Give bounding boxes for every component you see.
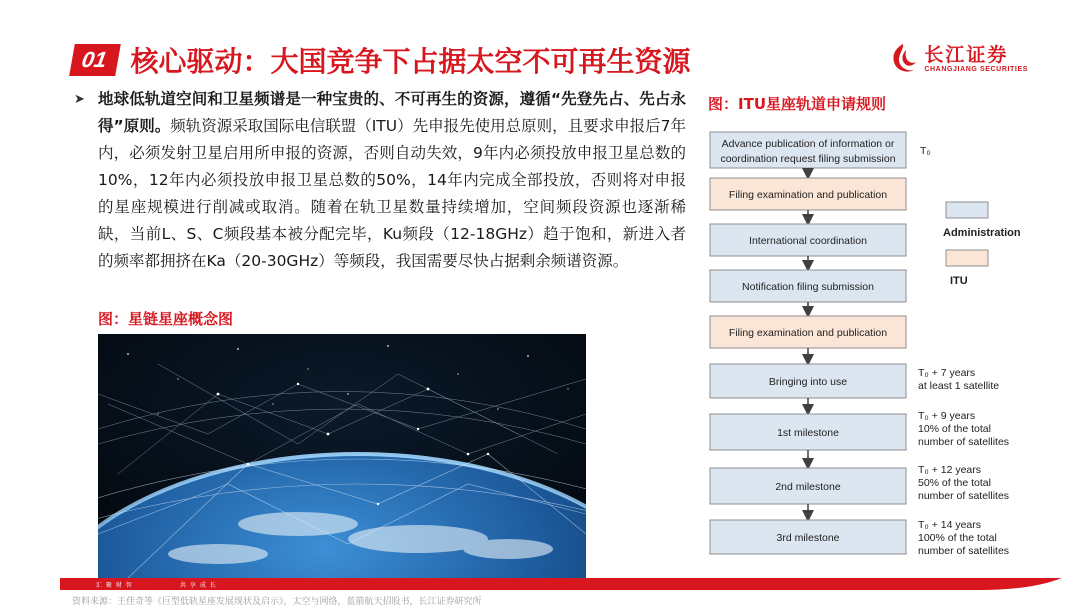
figure-label-itu: 图：ITU星座轨道申请规则 <box>708 95 886 113</box>
note-1st-line3: number of satellites <box>918 436 1010 448</box>
flow-step-filing-examination-1-label: Filing examination and publication <box>728 189 888 201</box>
paragraph-text: 频轨资源采取国际电信联盟（ITU）先申报先使用总原则，且要求申报后7年内，必须发射卫星启用所申报的资源，否则自动失效，9年内必须投放申报卫星总数的10%，12年内必须投放申报卫星总数的50%，14年内完成全部投放，否则将对申报的星座规模进行削减或取消。随着在轨卫星数量持续增加，空间频段资源也逐渐稀缺，当前L、S、C频段基本被分配完毕，Ku频段（12-18GHz）趋于饱和，新进入者的频率都拥挤在Ka（20-30GHz）等频段，我国需要尽快占据剩余频谱资源。 <box>98 117 687 270</box>
note-2nd-line3: number of satellites <box>918 490 1010 502</box>
itu-filing-flowchart <box>700 120 1072 570</box>
logo-name-cn: 长江证券 <box>924 43 1009 66</box>
page-title: 核心驱动：大国竞争下占据太空不可再生资源 <box>130 45 691 78</box>
logo-name-en: CHANGJIANG SECURITIES <box>924 65 1028 73</box>
starlink-constellation-image <box>98 334 586 578</box>
arrow-bullet-icon: ➤ <box>74 92 85 107</box>
flow-step-advance-publication <box>710 132 906 168</box>
note-3rd-line2: 100% of the total <box>918 532 997 544</box>
flow-step-international-coordination <box>710 224 906 256</box>
legend-itu-swatch <box>946 250 988 266</box>
logo-icon <box>888 42 918 76</box>
note-bringing-line1: T₀ + 7 years <box>918 367 976 379</box>
note-1st-line1: T₀ + 9 years <box>918 410 976 422</box>
flow-step-bringing-into-use-label: Bringing into use <box>768 376 848 388</box>
note-bringing-line2: at least 1 satellite <box>918 380 1000 392</box>
flow-step-international-coordination-label: International coordination <box>749 235 867 247</box>
flow-step-3rd-milestone <box>710 520 906 554</box>
page-header <box>72 40 691 80</box>
flow-step-2nd-milestone-label: 2nd milestone <box>775 481 841 493</box>
flow-step-1st-milestone <box>710 414 906 450</box>
note-1st-line2: 10% of the total <box>918 423 991 435</box>
note-2nd-line2: 50% of the total <box>918 477 991 489</box>
section-number-badge: 01 <box>69 44 121 76</box>
legend-admin-label: Administration <box>943 227 1021 239</box>
flow-step-filing-examination-1 <box>710 178 906 210</box>
flow-step-filing-examination-2-label: Filing examination and publication <box>728 327 888 339</box>
footer-slogan-right: 共 享 成 长 <box>180 582 217 589</box>
company-logo <box>888 42 1028 76</box>
flow-step-1st-milestone-label: 1st milestone <box>777 427 839 439</box>
flow-step-3rd-milestone-label: 3rd milestone <box>776 532 840 544</box>
footer-source: 资料来源：王佳奇等《巨型低轨星座发展现状及启示》，太空与网络，蓝箭航天招股书，长江证券研究所 <box>72 597 482 607</box>
note-3rd-line1: T₀ + 14 years <box>918 519 982 531</box>
flow-step-filing-examination-2 <box>710 316 906 348</box>
paragraph-lead: 地球低轨道空间和卫星频谱是一种宝贵的、不可再生的资源，遵循“先登先占、先占永得”原则。 <box>98 90 686 135</box>
flow-step-notification-filing <box>710 270 906 302</box>
flow-step-bringing-into-use <box>710 364 906 398</box>
figure-label-starlink: 图：星链星座概念图 <box>98 310 234 328</box>
flow-step-2nd-milestone <box>710 468 906 504</box>
body-paragraph <box>74 86 686 275</box>
flow-step-advance-publication-line1: Advance publication of information or <box>721 138 895 150</box>
flow-step-advance-publication-line2: coordination request filing submission <box>720 153 896 165</box>
flow-step-notification-filing-label: Notification filing submission <box>742 281 874 293</box>
footer-slogan-left: 汇 聚 财 智 <box>96 582 133 589</box>
legend <box>943 202 1021 287</box>
note-3rd-line3: number of satellites <box>918 545 1010 557</box>
note-2nd-line1: T₀ + 12 years <box>918 464 982 476</box>
legend-admin-swatch <box>946 202 988 218</box>
note-t0: T₀ <box>920 145 931 157</box>
legend-itu-label: ITU <box>950 275 968 287</box>
